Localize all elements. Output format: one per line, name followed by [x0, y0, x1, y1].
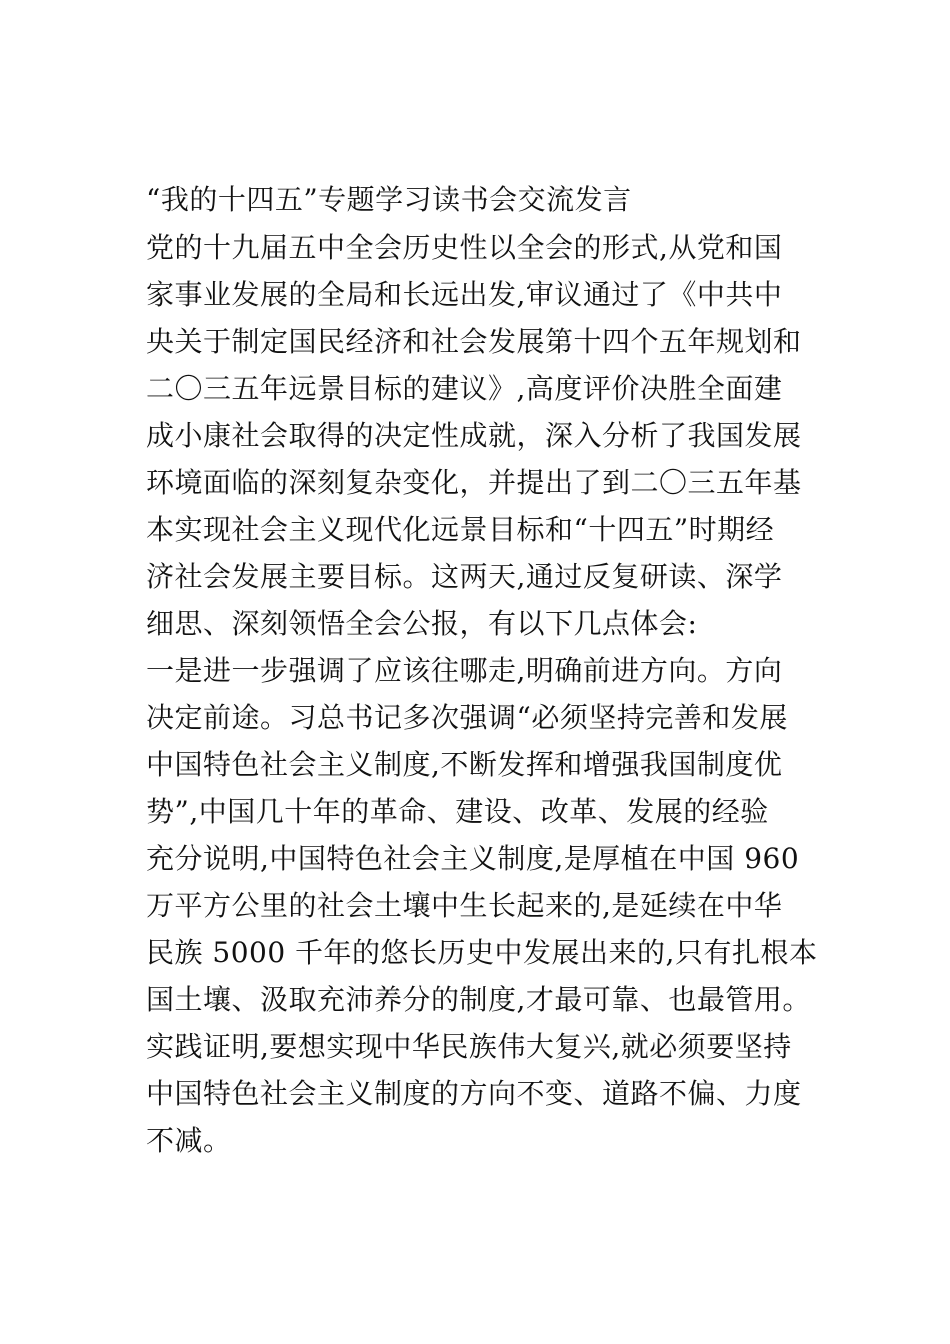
paragraph-2-line: 充分说明,中国特色社会主义制度,是厚植在中国 960 — [146, 842, 800, 875]
paragraph-1-line: 细思、深刻领悟全会公报，有以下几点体会: — [146, 607, 698, 640]
paragraph-2-line: 一是进一步强调了应该往哪走,明确前进方向。方向 — [146, 654, 783, 687]
paragraph-1-line: 环境面临的深刻复杂变化，并提出了到二〇三五年基 — [146, 466, 802, 499]
paragraph-1-line: 二〇三五年远景目标的建议》,高度评价决胜全面建 — [146, 372, 783, 405]
document-body — [146, 176, 826, 1164]
paragraph-2-line: 决定前途。习总书记多次强调“必须坚持完善和发展 — [146, 701, 788, 734]
paragraph-1-line: 本实现社会主义现代化远景目标和“十四五”时期经 — [146, 513, 775, 546]
paragraph-2 — [146, 647, 826, 1164]
paragraph-1-line: 家事业发展的全局和长远出发,审议通过了《中共中 — [146, 278, 783, 311]
paragraph-2-line: 势”,中国几十年的革命、建设、改革、发展的经验 — [146, 795, 769, 828]
paragraph-1-line: 央关于制定国民经济和社会发展第十四个五年规划和 — [146, 325, 802, 358]
paragraph-1-line: 党的十九届五中全会历史性以全会的形式,从党和国 — [146, 231, 783, 264]
paragraph-1-line: 成小康社会取得的决定性成就，深入分析了我国发展 — [146, 419, 802, 452]
paragraph-1-line: 济社会发展主要目标。这两天,通过反复研读、深学 — [146, 560, 783, 593]
paragraph-2-line: 民族 5000 千年的悠长历史中发展出来的,只有扎根本 — [146, 936, 818, 969]
paragraph-2-line: 国土壤、汲取充沛养分的制度,才最可靠、也最管用。 — [146, 983, 811, 1016]
paragraph-2-line: 万平方公里的社会土壤中生长起来的,是延续在中华 — [146, 889, 783, 922]
paragraph-2-line: 中国特色社会主义制度的方向不变、道路不偏、力度 — [146, 1077, 802, 1110]
paragraph-1 — [146, 224, 826, 647]
paragraph-2-line: 实践证明,要想实现中华民族伟大复兴,就必须要坚持 — [146, 1030, 792, 1063]
document-title: “我的十四五”专题学习读书会交流发言 — [146, 183, 632, 216]
paragraph-2-line: 中国特色社会主义制度,不断发挥和增强我国制度优 — [146, 748, 783, 781]
paragraph-2-line: 不减。 — [146, 1124, 232, 1157]
